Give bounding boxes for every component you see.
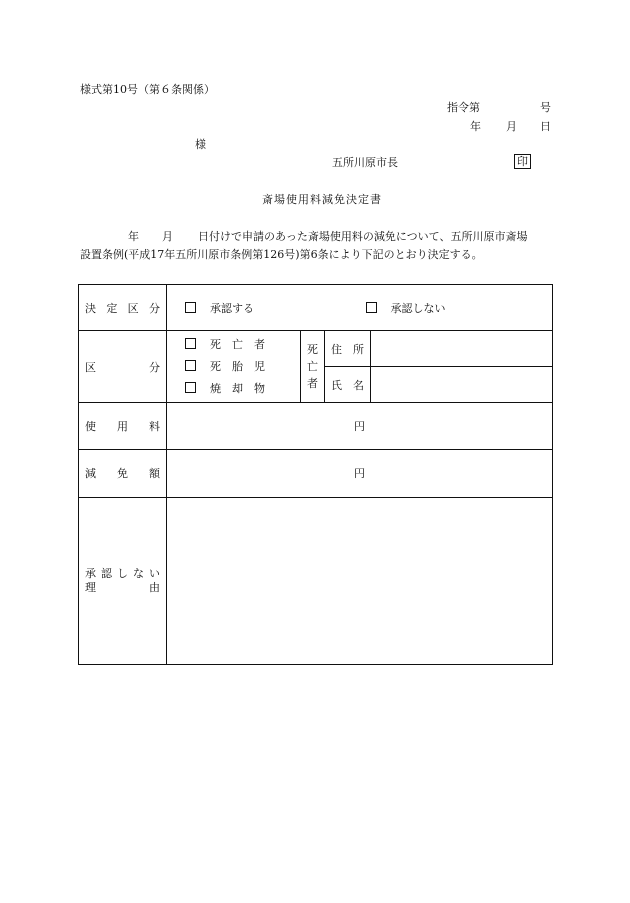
name-label-cell [325,367,371,403]
document-title: 斎場使用料減免決定書 [262,193,382,206]
decision-label-char: 決 [85,301,96,315]
fee-label-char: 料 [149,420,160,434]
name-field[interactable] [371,367,553,403]
body-line2: 設置条例(平成17年五所川原市条例第126号)第6条により下記のとおり決定する。 [80,248,483,261]
deceased-label-char: 死 [307,343,318,357]
category-option-deceased[interactable] [185,334,300,356]
reason-label-char: 認 [101,566,112,580]
not-approve-checkbox[interactable] [366,302,377,313]
reason-label-cell [79,497,167,664]
category-char: 物 [254,381,265,395]
reason-label-char: 理 [85,580,96,594]
reason-label-char: な [133,566,144,580]
date-day: 日 [540,120,551,133]
reason-field[interactable] [167,497,553,664]
reason-label-char: 承 [85,566,96,580]
reason-label-char: 由 [149,580,160,594]
stillborn-checkbox[interactable] [185,360,196,371]
body-line1: 日付けで申請のあった斎場使用料の減免について、五所川原市斎場 [198,230,528,243]
decision-label-char: 区 [127,301,139,315]
name-label-char: 氏 [331,378,342,392]
decision-options-cell [167,285,553,331]
issuer-name: 五所川原市長 [332,156,398,169]
incineration-checkbox[interactable] [185,382,196,393]
reason-label-char: し [117,566,128,580]
decision-table [78,284,553,665]
reduction-label-char: 減 [85,467,96,481]
deceased-checkbox[interactable] [185,338,196,349]
category-option-incineration[interactable] [185,378,300,400]
category-char: 亡 [232,337,243,351]
category-char: 者 [254,337,265,351]
fee-unit: 円 [354,420,365,434]
fee-label-cell [79,403,167,450]
body-year: 年 [128,230,139,243]
reduction-label-cell [79,450,167,497]
not-approve-label: 承認しない [390,301,446,315]
directive-number [447,102,480,113]
decision-label-cell [79,285,167,331]
category-label-char: 分 [149,360,160,374]
category-char: 死 [210,359,221,373]
deceased-label-cell [301,331,325,403]
deceased-label-char: 者 [307,377,318,391]
category-options-cell [167,331,301,403]
addressee-suffix: 様 [195,138,206,151]
address-label-cell [325,331,371,367]
address-label-char: 所 [353,342,364,356]
category-char: 胎 [232,359,243,373]
category-option-stillborn[interactable] [185,356,300,378]
approve-label: 承認する [210,301,254,315]
reduction-label-char: 額 [149,467,160,481]
reduction-label-char: 免 [117,467,128,481]
approve-option[interactable] [185,302,258,315]
category-label-char: 区 [85,360,96,374]
body-month: 月 [162,230,173,243]
fee-label-char: 用 [117,420,128,434]
category-char: 焼 [210,381,221,395]
name-label-char: 名 [353,378,364,392]
reduction-unit: 円 [354,467,365,481]
directive-suffix: 号 [540,101,551,114]
directive-prefix: 指令第 [447,101,480,114]
fee-field[interactable] [167,403,553,450]
approve-checkbox[interactable] [185,302,196,313]
date-month: 月 [506,120,517,133]
category-label-cell [79,331,167,403]
seal-mark: 印 [514,154,531,169]
fee-label-char: 使 [85,420,96,434]
category-char: 却 [232,381,243,395]
category-char: 児 [254,359,265,373]
decision-label-char: 分 [148,301,160,315]
date-year: 年 [470,120,481,133]
address-label-char: 住 [331,342,342,356]
deceased-label-char: 亡 [307,360,318,374]
reduction-field[interactable] [167,450,553,497]
not-approve-option[interactable] [366,302,446,315]
address-field[interactable] [371,331,553,367]
decision-label-char: 定 [106,301,118,315]
form-number: 様式第10号（第６条関係） [80,83,215,96]
reason-label-char: い [149,566,160,580]
category-char: 死 [210,337,221,351]
